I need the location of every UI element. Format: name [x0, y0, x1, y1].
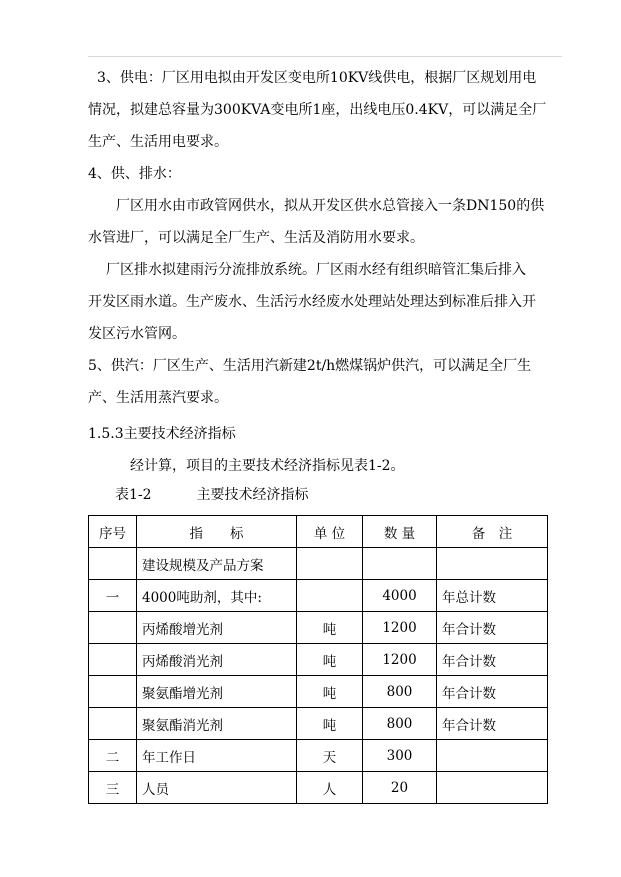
- text-line: 开发区雨水道。生产废水、生活污水经废水处理站处理达到标准后排入开: [88, 294, 536, 310]
- text-line: 生产、生活用电要求。: [88, 134, 228, 150]
- text-line: 厂区排水拟建雨污分流排放系统。厂区雨水经有组织暗管汇集后排入: [106, 262, 526, 278]
- table-row: [89, 772, 548, 804]
- text-line: 厂区用水由市政管网供水，拟从开发区供水总管接入一条DN150的供: [116, 198, 545, 214]
- cell: 年合计数: [437, 644, 548, 676]
- cell: 吨: [297, 612, 363, 644]
- cell: [89, 612, 137, 644]
- header-rule: [88, 56, 562, 57]
- table-header-row: [89, 516, 548, 548]
- cell: 聚氨酯增光剂: [137, 676, 297, 708]
- cell: [89, 676, 137, 708]
- header-cell: 序号: [89, 516, 137, 548]
- cell: 三: [89, 772, 137, 804]
- text-line: 情况，拟建总容量为300KVA变电所1座，出线电压0.4KV，可以满足全厂: [88, 102, 547, 118]
- cell: [437, 772, 548, 804]
- cell: 建设规模及产品方案: [137, 548, 297, 580]
- table-row: [89, 548, 548, 580]
- cell: 年合计数: [437, 708, 548, 740]
- cell: 800: [363, 708, 437, 740]
- header-cell: 单 位: [297, 516, 363, 548]
- cell: 人员: [137, 772, 297, 804]
- cell: 吨: [297, 676, 363, 708]
- cell: 年合计数: [437, 612, 548, 644]
- cell: 800: [363, 676, 437, 708]
- cell: 年总计数: [437, 580, 548, 612]
- paragraph-drainage: [88, 254, 562, 350]
- text-line: 发区污水管网。: [88, 326, 186, 342]
- table-row: [89, 740, 548, 772]
- section-heading: [88, 418, 562, 450]
- text-line: 3、供电：厂区用电拟由开发区变电所10KV线供电，根据厂区规划用电: [97, 70, 537, 86]
- cell: [89, 708, 137, 740]
- indicators-table: [88, 515, 548, 804]
- cell: [437, 548, 548, 580]
- text-line: 产、生活用蒸汽要求。: [88, 390, 228, 406]
- cell: 聚氨酯消光剂: [137, 708, 297, 740]
- cell: [89, 644, 137, 676]
- table-row: [89, 708, 548, 740]
- paragraph-water-supply: [88, 190, 562, 254]
- cell: [363, 548, 437, 580]
- cell: 1200: [363, 612, 437, 644]
- table-number: 表1-2: [115, 487, 152, 503]
- header-cell: 数 量: [363, 516, 437, 548]
- cell: [437, 740, 548, 772]
- cell: 天: [297, 740, 363, 772]
- text-line: 5、供汽：厂区生产、生活用汽新建2t/h燃煤锅炉供汽，可以满足全厂生: [88, 358, 532, 374]
- cell: 一: [89, 580, 137, 612]
- text-line: 经计算，项目的主要技术经济指标见表1-2。: [130, 458, 405, 474]
- cell: 年工作日: [137, 740, 297, 772]
- table-row: [89, 676, 548, 708]
- table-caption: [115, 484, 309, 504]
- cell: 丙烯酸增光剂: [137, 612, 297, 644]
- cell: 年合计数: [437, 676, 548, 708]
- cell: [297, 580, 363, 612]
- cell: 人: [297, 772, 363, 804]
- text-line: 水管进厂，可以满足全厂生产、生活及消防用水要求。: [88, 230, 424, 246]
- table-row: [89, 612, 548, 644]
- text-line: 1.5.3主要技术经济指标: [88, 426, 236, 442]
- header-cell: 指 标: [137, 516, 297, 548]
- paragraph-water-title: [88, 158, 562, 190]
- table-title: 主要技术经济指标: [196, 487, 309, 503]
- cell: 4000: [363, 580, 437, 612]
- cell: 吨: [297, 708, 363, 740]
- cell: 1200: [363, 644, 437, 676]
- table-row: [89, 644, 548, 676]
- paragraph-power-supply: [88, 62, 562, 158]
- cell: 吨: [297, 644, 363, 676]
- cell: 20: [363, 772, 437, 804]
- paragraph-steam-supply: [88, 350, 562, 414]
- text-line: 4、供、排水：: [88, 166, 181, 182]
- cell: 二: [89, 740, 137, 772]
- cell: [297, 548, 363, 580]
- header-cell: 备 注: [437, 516, 548, 548]
- intro-paragraph: [88, 450, 562, 482]
- cell: 4000吨助剂，其中:: [137, 580, 297, 612]
- cell: [89, 548, 137, 580]
- cell: 300: [363, 740, 437, 772]
- table-row: [89, 580, 548, 612]
- cell: 丙烯酸消光剂: [137, 644, 297, 676]
